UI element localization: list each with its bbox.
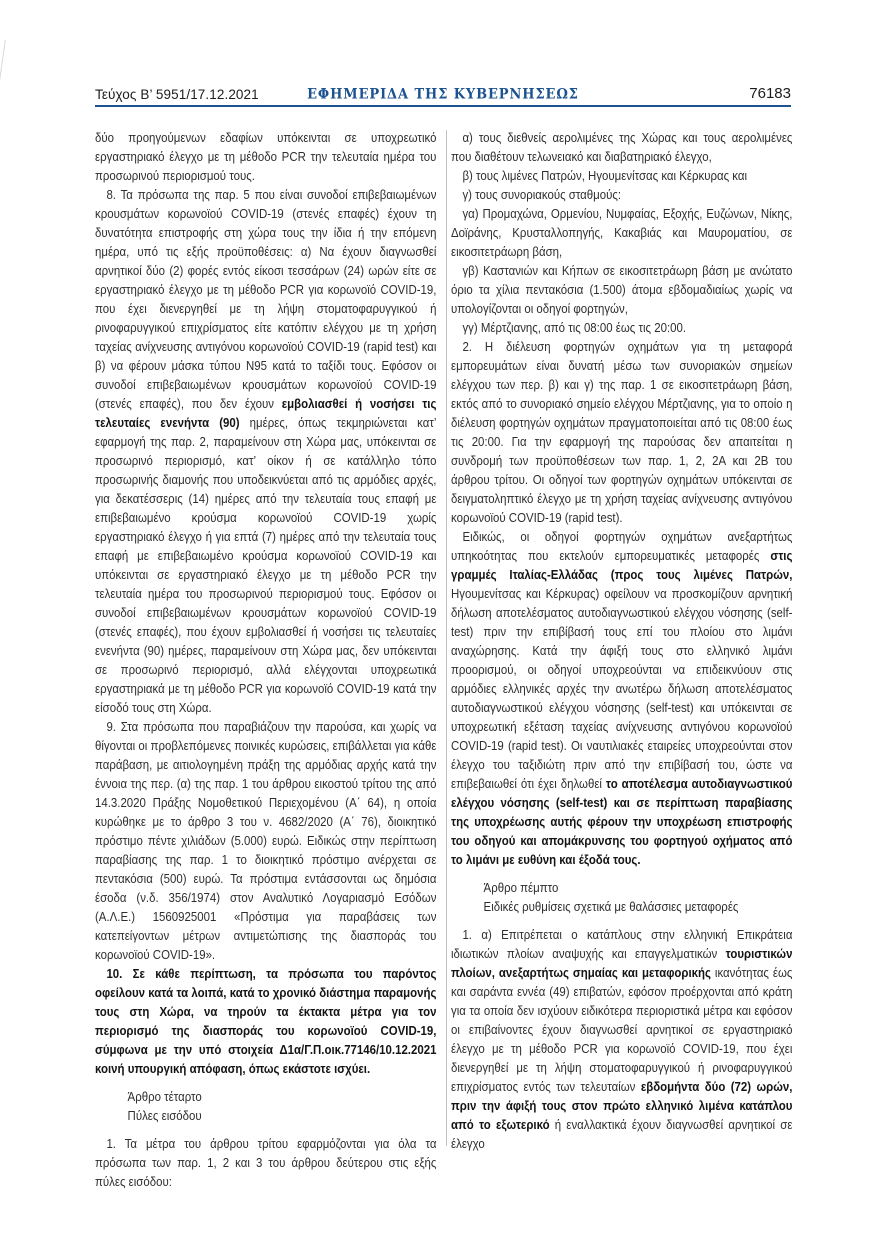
body-text: β) τους λιμένες Πατρών, Ηγουμενίτσας και Κέρκυρας και xyxy=(462,168,748,183)
body-text: 1. Τα μέτρα του άρθρου τρίτου εφαρμόζονται για όλα τα πρόσωπα των παρ. 1, 2 και 3 του άρθρου δεύτερου στις εξής πύλες εισόδου: xyxy=(95,1136,437,1189)
body-text: 1. α) Επιτρέπεται ο κατάπλους στην ελληνική Επικράτεια ιδιωτικών πλοίων αναψυχής και επαγγελματικών xyxy=(451,927,793,961)
paragraph xyxy=(451,204,792,261)
article-heading-line: Πύλες εισόδου xyxy=(127,1108,202,1123)
body-text: 9. Στα πρόσωπα που παραβιάζουν την παρούσα, και χωρίς να θίγονται οι προβλεπόμενες ποινικές κυρώσεις, επιβάλλεται για κάθε παράβαση, με αιτιολογημένη πράξη της αρμόδιας αρχής κατά την έννοια της περ. (α) της παρ. 1 του άρθρου εικοστού τρίτου της από 14.3.2020 Πράξης Νομοθετικού Περιεχομένου (Α΄ 64), η οποία κυρώθηκε με το άρθρο 3 του ν. 4682/2020 (Α΄ 76), διοικητικό πρόστιμο πέντε χιλιάδων (5.000) ευρώ. Ειδικώς στην περίπτωση παραβίασης της παρ. 1 το διοικητικό πρόστιμο ανέρχεται σε πεντακόσια (500) ευρώ. Τα πρόστιμα εντάσσονται ως δημόσια έσοδα (ν.δ. 356/1974) στον Αναλυτικό Λογαριασμό Εσόδων (Α.Λ.Ε.) 1560925001 «Πρόστιμα για παραβάσεις των κατεπείγοντων μέτρων αντιμετώπισης της διασποράς του κορωνοϊού COVID-19». xyxy=(95,719,437,962)
body-text: δύο προηγούμενων εδαφίων υπόκεινται σε υποχρεωτικό εργαστηριακό έλεγχο με τη μέθοδο PCR την τελευταία ημέρα του προσωρινού περιορισμού τους. xyxy=(95,130,437,183)
body-text: ή εναλλακτικά έχουν διαγνωσθεί αρνητικοί σε έλεγχο xyxy=(451,1117,793,1151)
bold-text: τουριστικών πλοίων, ανεξαρτήτως σημαίας και μεταφορικής xyxy=(451,946,793,980)
page-number: 76183 xyxy=(749,85,791,102)
paragraph xyxy=(451,128,792,166)
scan-edge-artifact xyxy=(0,40,6,80)
paragraph xyxy=(451,925,792,1153)
body-text: α) τους διεθνείς αερολιμένες της Χώρας και τους αερολιμένες που διαθέτουν τελωνειακό και διαβατηριακό έλεγχο, xyxy=(451,130,793,164)
issue-label: Τεύχος Β’ 5951/17.12.2021 xyxy=(95,87,259,102)
body-text: Ηγουμενίτσας και Κέρκυρας) οφείλουν να προσκομίζουν αρνητική δήλωση αποτελέσματος αυτοδιαγνωστικού ελέγχου νόσησης (self-test) πριν την επιβίβασή τους επί του πλοίου στο λιμάνι αναχώρησης. Κατά την άφιξή τους στο ελληνικό λιμάνι προορισμού, οι οδηγοί υποχρεούνται να επιδεικνύουν στις αρμόδιες ελληνικές αρχές την ανωτέρω δήλωση αποτελέσματος αυτοδιαγνωστικού ελέγχου νόσησης (self-test) και υπόκεινται σε υποχρεωτική εξέταση ταχείας ανίχνευσης αντιγόνου κορωνοϊού COVID-19 (rapid test). Οι ναυτιλιακές εταιρείες υποχρεούνται στον έλεγχο του ταξιδιώτη πριν από την επιβίβασή του, ώστε να επιβεβαιωθεί ότι έχει δηλωθεί xyxy=(451,586,793,791)
article-heading xyxy=(95,1087,436,1125)
body-text: Ειδικώς, οι οδηγοί φορτηγών οχημάτων ανεξαρτήτως υπηκοότητας που εκτελούν εμπορευματικές μεταφορές xyxy=(451,529,793,563)
masthead-title: ΕΦΗΜΕΡΙΔΑ ΤΗΣ ΚΥΒΕΡΝΗΣΕΩΣ xyxy=(307,86,579,103)
gazette-header xyxy=(95,84,791,104)
article-heading-line: Ειδικές ρυθμίσεις σχετικά με θαλάσσιες μεταφορές xyxy=(483,899,739,914)
header-rule xyxy=(95,105,791,107)
paragraph xyxy=(95,185,436,717)
article-heading xyxy=(451,878,792,916)
body-text: ημέρες, όπως τεκμηριώνεται κατ’ εφαρμογή της παρ. 2, παραμείνουν στη Χώρα μας, υπόκεινται σε προσωρινό περιορισμό, κατ’ οίκον ή σε κατάλληλο τόπο προσωρινής διαμονής που υποδεικνύεται από τις αρμόδιες αρχές, για δεκατέσσερις (14) ημέρες από την τελευταία τους επαφή με επιβεβαιωμένο κρούσμα κορωνοϊού COVID-19 χωρίς εργαστηριακό έλεγχο ή για επτά (7) ημέρες από την τελευταία τους επαφή με επιβεβαιωμένο κρούσμα κορωνοϊού COVID-19 και υπόκεινται σε εργαστηριακό έλεγχο με τη μέθοδο PCR την τελευταία ημέρα του προσωρινού περιορισμού τους. Εφόσον οι συνοδοί επιβεβαιωμένων κρουσμάτων κορωνοϊού COVID-19 (στενές επαφές), που έχουν εμβολιασθεί ή νοσήσει τις τελευταίες ενενήντα (90) ημέρες, παραμείνουν στη Χώρα μας, δεν υπόκεινται σε προσωρινό περιορισμό, αλλά ελέγχονται υποχρεωτικά εργαστηριακά με τη μέθοδο PCR για κορωνοϊό COVID-19 κατά την είσοδό τους στη Χώρα. xyxy=(95,415,437,715)
paragraph xyxy=(451,261,792,318)
bold-text: εβδομήντα δύο (72) ωρών, πριν την άφιξή τους στον πρώτο ελληνικό λιμένα κατάπλου από το εξωτερικό xyxy=(451,1079,793,1132)
body-text: γα) Προμαχώνα, Ορμενίου, Νυμφαίας, Εξοχής, Ευζώνων, Νίκης, Δοϊράνης, Κρυσταλλοπηγής, Κακαβιάς και Μαυροματίου, σε εικοσιτετράωρη βάση, xyxy=(451,206,793,259)
paragraph xyxy=(451,185,792,204)
body-text: γ) τους συνοριακούς σταθμούς: xyxy=(462,187,622,202)
bold-text: 10. Σε κάθε περίπτωση, τα πρόσωπα του παρόντος οφείλουν κατά τα λοιπά, κατά το χρονικό διάστημα παραμονής τους στη Χώρα, να τηρούν τα έκτακτα μέτρα για τον περιορισμό της διασποράς του κορωνοϊού COVID-19, σύμφωνα με την υπό στοιχεία Δ1α/Γ.Π.οικ.77146/10.12.2021 κοινή υπουργική απόφαση, όπως εκάστοτε ισχύει. xyxy=(95,966,437,1076)
text-column-left xyxy=(95,128,436,1191)
body-text: 8. Τα πρόσωπα της παρ. 5 που είναι συνοδοί επιβεβαιωμένων κρουσμάτων κορωνοϊού COVID-19 (στενές επαφές) έχουν τη δυνατότητα επιστροφής στη χώρα τους την ίδια ή την επόμενη ημέρα, υπό τις εξής προϋποθέσεις: α) Να έχουν διαγνωσθεί αρνητικοί δύο (2) φορές εντός είκοσι τεσσάρων (24) ωρών είτε σε εργαστηριακό έλεγχο με τη μέθοδο PCR για κορωνοϊό COVID-19, που έχει διενεργηθεί με τη λήψη στοματοφαρυγγικού ή ρινοφαρυγγικού επιχρίσματος είτε κατόπιν ελέγχου με τη χρήση ταχείας ανίχνευσης αντιγόνου κορωνοϊού COVID-19 (rapid test) και β) να φέρουν μάσκα τύπου N95 κατά το ταξίδι τους. Εφόσον οι συνοδοί επιβεβαιωμένων κρουσμάτων κορωνοϊού COVID-19 (στενές επαφές), που δεν έχουν xyxy=(95,187,437,411)
paragraph xyxy=(95,1134,436,1191)
paragraph xyxy=(95,128,436,185)
paragraph xyxy=(451,527,792,869)
article-heading-line: Άρθρο τέταρτο xyxy=(127,1089,202,1104)
body-text: ικανότητας έως και σαράντα εννέα (49) επιβατών, εφόσον προέρχονται από κράτη για τα οποία δεν ισχύουν ειδικότερα περιοριστικά μέτρα και εφόσον οι επιβαίνοντες έχουν διαγνωσθεί αρνητικοί σε εργαστηριακό έλεγχο με τη μέθοδο PCR για κορωνοϊό COVID-19, που έχει διενεργηθεί με τη λήψη στοματοφαρυγγικού ή ρινοφαρυγγικού επιχρίσματος εντός των τελευταίων xyxy=(451,965,793,1094)
paragraph xyxy=(451,318,792,337)
body-text: 2. Η διέλευση φορτηγών οχημάτων για τη μεταφορά εμπορευμάτων είναι δυνατή μέσω των συνοριακών σημείων ελέγχου των περ. β) και γ) της παρ. 1 σε εικοσιτετράωρη βάση, εκτός από το συνοριακό σημείο ελέγχου Μέρτζιανης, για το οποίο η διέλευση φορτηγών οχημάτων πραγματοποιείται από τις 08:00 έως τις 20:00. Για την εφαρμογή της παρούσας δεν απαιτείται η συνδρομή των προϋποθέσεων των παρ. 1, 2, 2Α και 2Β του άρθρου τρίτου. Οι οδηγοί των φορτηγών οχημάτων υπόκεινται σε δειγματοληπτικό έλεγχο με τη χρήση ταχείας ανίχνευσης αντιγόνου κορωνοϊού COVID-19 (rapid test). xyxy=(451,339,793,525)
paragraph xyxy=(451,166,792,185)
body-text: γγ) Μέρτζιανης, από τις 08:00 έως τις 20:00. xyxy=(462,320,687,335)
paragraph xyxy=(95,717,436,964)
paragraph xyxy=(95,964,436,1078)
paragraph xyxy=(451,337,792,527)
bold-text: εμβολιασθεί ή νοσήσει τις τελευταίες ενενήντα (90) xyxy=(95,396,437,430)
column-divider xyxy=(446,130,447,1146)
bold-text: στις γραμμές Ιταλίας-Ελλάδας (προς τους λιμένες Πατρών, xyxy=(451,548,793,582)
bold-text: το αποτέλεσμα αυτοδιαγνωστικού ελέγχου νόσησης (self-test) και σε περίπτωση παραβίασης της υποχρέωσης αυτής φέρουν την υποχρέωση επιστροφής του οδηγού και απομάκρυνσης του φορτηγού οχήματος από το λιμάνι με ευθύνη και έξοδά τους. xyxy=(451,776,793,867)
text-column-right xyxy=(451,128,792,1153)
body-text: γβ) Καστανιών και Κήπων σε εικοσιτετράωρη βάση με ανώτατο όριο τα χίλια πεντακόσια (1.500) άτομα εβδομαδιαίως χωρίς να υπολογίζονται οι οδηγοί φορτηγών, xyxy=(451,263,793,316)
article-heading-line: Άρθρο πέμπτο xyxy=(483,880,559,895)
